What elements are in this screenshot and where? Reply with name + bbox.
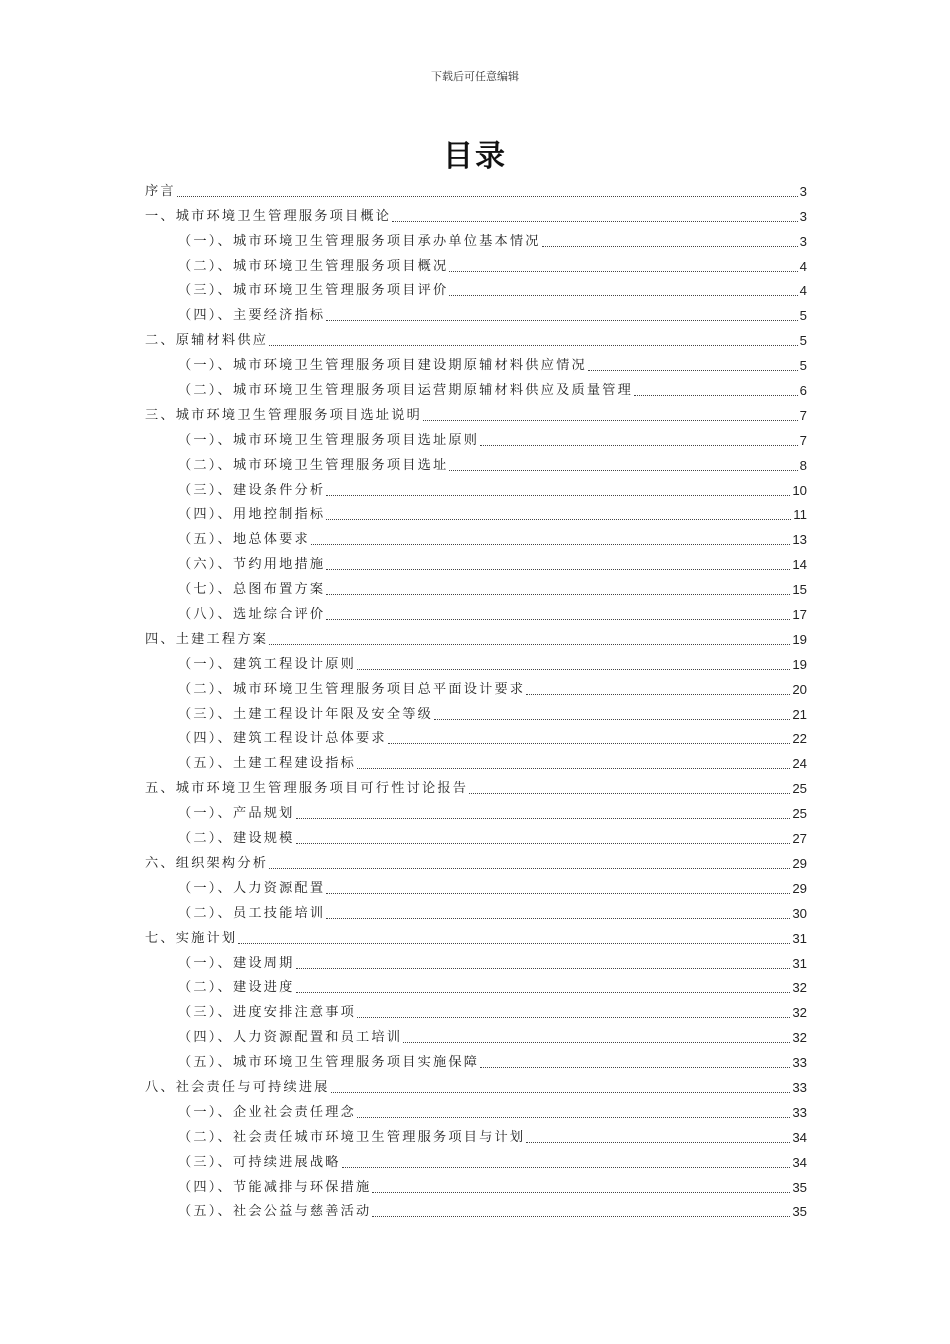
toc-entry[interactable] bbox=[145, 573, 807, 598]
page-header-note: 下载后可任意编辑 bbox=[431, 70, 519, 83]
toc-entry[interactable] bbox=[145, 872, 807, 897]
toc-entry-label: （五）、社会公益与慈善活动 bbox=[178, 1204, 372, 1220]
toc-dot-leader bbox=[296, 992, 791, 993]
toc-title: 目录 bbox=[443, 139, 507, 174]
toc-dot-leader bbox=[296, 968, 791, 969]
toc-dot-leader bbox=[342, 1167, 791, 1168]
toc-entry-label: （二）、建设进度 bbox=[178, 980, 295, 996]
toc-entry[interactable] bbox=[145, 747, 807, 772]
toc-entry-page: 31 bbox=[792, 955, 807, 971]
toc-dot-leader bbox=[388, 743, 791, 744]
toc-entry[interactable] bbox=[145, 772, 807, 797]
toc-entry-page: 34 bbox=[792, 1129, 807, 1145]
toc-entry-page: 33 bbox=[792, 1055, 807, 1071]
toc-entry-page: 21 bbox=[792, 706, 807, 722]
toc-dot-leader bbox=[357, 669, 790, 670]
toc-entry-label: 五、城市环境卫生管理服务项目可行性讨论报告 bbox=[145, 781, 469, 797]
toc-entry[interactable] bbox=[145, 324, 807, 349]
toc-entry-label: （四）、主要经济指标 bbox=[178, 308, 326, 324]
toc-dot-leader bbox=[326, 918, 790, 919]
toc-entry[interactable] bbox=[145, 598, 807, 623]
toc-dot-leader bbox=[372, 1192, 790, 1193]
toc-entry-page: 5 bbox=[799, 358, 807, 374]
toc-entry-page: 31 bbox=[792, 930, 807, 946]
toc-entry[interactable] bbox=[145, 250, 807, 275]
toc-entry[interactable] bbox=[145, 374, 807, 399]
toc-entry-label: （二）、城市环境卫生管理服务项目运营期原辅材料供应及质量管理 bbox=[178, 383, 634, 399]
toc-dot-leader bbox=[269, 868, 790, 869]
toc-entry-page: 19 bbox=[792, 631, 807, 647]
toc-entry-page: 19 bbox=[792, 656, 807, 672]
toc-entry[interactable] bbox=[145, 275, 807, 300]
toc-entry[interactable] bbox=[145, 698, 807, 723]
toc-entry-label: 六、组织架构分析 bbox=[145, 855, 269, 871]
toc-entry[interactable] bbox=[145, 1071, 807, 1096]
toc-entry-label: （一）、城市环境卫生管理服务项目承办单位基本情况 bbox=[178, 233, 541, 249]
toc-entry-page: 25 bbox=[792, 781, 807, 797]
toc-entry-page: 17 bbox=[792, 607, 807, 623]
toc-entry-page: 3 bbox=[799, 208, 807, 224]
toc-entry-label: （四）、节能减排与环保措施 bbox=[178, 1179, 372, 1195]
toc-entry-label: 序言 bbox=[145, 183, 176, 199]
toc-entry-label: （三）、进度安排注意事项 bbox=[178, 1005, 357, 1021]
toc-entry-page: 7 bbox=[799, 432, 807, 448]
toc-dot-leader bbox=[588, 370, 798, 371]
toc-entry-label: 三、城市环境卫生管理服务项目选址说明 bbox=[145, 407, 422, 423]
toc-entry-page: 14 bbox=[792, 557, 807, 573]
toc-entry-page: 33 bbox=[792, 1079, 807, 1095]
toc-entry[interactable] bbox=[145, 1196, 807, 1221]
toc-entry-label: （一）、企业社会责任理念 bbox=[178, 1104, 357, 1120]
toc-dot-leader bbox=[238, 943, 790, 944]
toc-entry-page: 3 bbox=[799, 233, 807, 249]
toc-entry-label: （三）、土建工程设计年限及安全等级 bbox=[178, 706, 433, 722]
toc-dot-leader bbox=[469, 793, 790, 794]
toc-dot-leader bbox=[634, 395, 798, 396]
toc-entry-page: 6 bbox=[799, 383, 807, 399]
toc-entry-page: 7 bbox=[799, 407, 807, 423]
toc-dot-leader bbox=[311, 544, 790, 545]
toc-entry-label: （二）、员工技能培训 bbox=[178, 905, 326, 921]
toc-dot-leader bbox=[480, 445, 798, 446]
toc-entry-page: 33 bbox=[792, 1104, 807, 1120]
toc-entry-page: 13 bbox=[792, 532, 807, 548]
toc-entry[interactable] bbox=[145, 424, 807, 449]
toc-entry-page: 30 bbox=[792, 905, 807, 921]
toc-dot-leader bbox=[392, 221, 797, 222]
toc-dot-leader bbox=[326, 519, 791, 520]
toc-dot-leader bbox=[357, 768, 790, 769]
toc-entry-page: 34 bbox=[792, 1154, 807, 1170]
toc-entry[interactable] bbox=[145, 1146, 807, 1171]
toc-entry-label: （一）、建筑工程设计原则 bbox=[178, 656, 357, 672]
toc-entry[interactable] bbox=[145, 648, 807, 673]
toc-entry[interactable] bbox=[145, 1096, 807, 1121]
toc-entry[interactable] bbox=[145, 922, 807, 947]
toc-dot-leader bbox=[372, 1216, 790, 1217]
toc-entry[interactable] bbox=[145, 897, 807, 922]
toc-entry-page: 25 bbox=[792, 806, 807, 822]
toc-entry[interactable] bbox=[145, 623, 807, 648]
toc-entry-label: 八、社会责任与可持续进展 bbox=[145, 1079, 330, 1095]
toc-entry-label: （一）、人力资源配置 bbox=[178, 880, 326, 896]
toc-entry-label: 七、实施计划 bbox=[145, 930, 238, 946]
toc-entry-label: （七）、总图布置方案 bbox=[178, 582, 326, 598]
toc-entry[interactable] bbox=[145, 449, 807, 474]
toc-dot-leader bbox=[542, 246, 798, 247]
toc-dot-leader bbox=[423, 420, 798, 421]
toc-entry-label: （二）、建设规模 bbox=[178, 831, 295, 847]
toc-entry[interactable] bbox=[145, 1046, 807, 1071]
toc-entry-label: （八）、选址综合评价 bbox=[178, 607, 326, 623]
toc-entry-label: （五）、城市环境卫生管理服务项目实施保障 bbox=[178, 1055, 480, 1071]
toc-entry-label: （五）、地总体要求 bbox=[178, 532, 310, 548]
toc-entry[interactable] bbox=[145, 972, 807, 997]
toc-entry-page: 27 bbox=[792, 831, 807, 847]
toc-dot-leader bbox=[326, 594, 790, 595]
toc-entry-label: （二）、城市环境卫生管理服务项目选址 bbox=[178, 457, 449, 473]
toc-dot-leader bbox=[480, 1067, 790, 1068]
toc-dot-leader bbox=[526, 694, 790, 695]
toc-entry-page: 5 bbox=[799, 308, 807, 324]
toc-entry-page: 8 bbox=[799, 457, 807, 473]
toc-entry-page: 15 bbox=[792, 582, 807, 598]
toc-entry-page: 24 bbox=[792, 756, 807, 772]
toc-dot-leader bbox=[326, 569, 790, 570]
toc-entry[interactable] bbox=[145, 474, 807, 499]
toc-dot-leader bbox=[449, 295, 797, 296]
toc-entry[interactable] bbox=[145, 822, 807, 847]
toc-entry-page: 10 bbox=[792, 482, 807, 498]
toc-entry-page: 5 bbox=[799, 333, 807, 349]
toc-dot-leader bbox=[296, 843, 791, 844]
toc-entry-page: 22 bbox=[792, 731, 807, 747]
toc-entry[interactable] bbox=[145, 399, 807, 424]
toc-dot-leader bbox=[526, 1142, 790, 1143]
toc-entry-label: （二）、社会责任城市环境卫生管理服务项目与计划 bbox=[178, 1129, 526, 1145]
toc-entry-page: 35 bbox=[792, 1179, 807, 1195]
toc-entry-label: 一、城市环境卫生管理服务项目概论 bbox=[145, 208, 392, 224]
toc-entry[interactable] bbox=[145, 947, 807, 972]
toc-dot-leader bbox=[434, 719, 790, 720]
toc-dot-leader bbox=[326, 495, 790, 496]
toc-entry-label: 二、原辅材料供应 bbox=[145, 333, 269, 349]
toc-entry[interactable] bbox=[145, 349, 807, 374]
toc-entry-label: （四）、人力资源配置和员工培训 bbox=[178, 1030, 403, 1046]
toc-entry-page: 29 bbox=[792, 880, 807, 896]
toc-entry[interactable] bbox=[145, 523, 807, 548]
toc-entry-label: （一）、产品规划 bbox=[178, 806, 295, 822]
toc-entry[interactable] bbox=[145, 996, 807, 1021]
toc-entry-label: （四）、建筑工程设计总体要求 bbox=[178, 731, 387, 747]
toc-entry-label: （四）、用地控制指标 bbox=[178, 507, 326, 523]
toc-entry[interactable] bbox=[145, 847, 807, 872]
toc-dot-leader bbox=[403, 1042, 790, 1043]
toc-entry-label: （二）、城市环境卫生管理服务项目总平面设计要求 bbox=[178, 681, 526, 697]
toc-entry-page: 29 bbox=[792, 855, 807, 871]
toc-entry-label: （三）、城市环境卫生管理服务项目评价 bbox=[178, 283, 449, 299]
toc-dot-leader bbox=[269, 345, 798, 346]
toc-entry[interactable] bbox=[145, 548, 807, 573]
toc-entry-label: （一）、建设周期 bbox=[178, 955, 295, 971]
toc-entry[interactable] bbox=[145, 723, 807, 748]
toc-entry-page: 20 bbox=[792, 681, 807, 697]
toc-dot-leader bbox=[177, 196, 798, 197]
toc-entry[interactable] bbox=[145, 499, 807, 524]
toc-entry-label: （二）、城市环境卫生管理服务项目概况 bbox=[178, 258, 449, 274]
toc-entry-page: 35 bbox=[792, 1204, 807, 1220]
toc-entry[interactable] bbox=[145, 673, 807, 698]
toc-entry[interactable] bbox=[145, 299, 807, 324]
toc-dot-leader bbox=[326, 893, 790, 894]
toc-entry-page: 4 bbox=[799, 258, 807, 274]
toc-dot-leader bbox=[326, 320, 797, 321]
toc-entry[interactable] bbox=[145, 1121, 807, 1146]
toc-entry-page: 11 bbox=[793, 507, 807, 523]
toc-dot-leader bbox=[331, 1092, 791, 1093]
toc-entry-label: （三）、可持续进展战略 bbox=[178, 1154, 341, 1170]
toc-entry-label: （六）、节约用地措施 bbox=[178, 557, 326, 573]
toc-entry-page: 3 bbox=[799, 183, 807, 199]
toc-entry-label: （一）、城市环境卫生管理服务项目选址原则 bbox=[178, 432, 480, 448]
toc-entry-page: 32 bbox=[792, 980, 807, 996]
table-of-contents bbox=[145, 175, 807, 1220]
toc-dot-leader bbox=[326, 619, 790, 620]
toc-entry-label: （五）、土建工程建设指标 bbox=[178, 756, 357, 772]
toc-entry[interactable] bbox=[145, 1021, 807, 1046]
toc-entry-label: 四、土建工程方案 bbox=[145, 631, 269, 647]
toc-dot-leader bbox=[357, 1117, 790, 1118]
toc-entry[interactable] bbox=[145, 225, 807, 250]
toc-entry-page: 32 bbox=[792, 1005, 807, 1021]
toc-dot-leader bbox=[449, 271, 797, 272]
toc-entry[interactable] bbox=[145, 200, 807, 225]
toc-dot-leader bbox=[449, 470, 797, 471]
toc-entry[interactable] bbox=[145, 1171, 807, 1196]
toc-dot-leader bbox=[296, 818, 791, 819]
toc-entry-page: 4 bbox=[799, 283, 807, 299]
toc-entry-label: （三）、建设条件分析 bbox=[178, 482, 326, 498]
toc-dot-leader bbox=[357, 1017, 790, 1018]
toc-dot-leader bbox=[269, 644, 790, 645]
toc-entry[interactable] bbox=[145, 175, 807, 200]
toc-entry[interactable] bbox=[145, 797, 807, 822]
toc-entry-page: 32 bbox=[792, 1030, 807, 1046]
toc-entry-label: （一）、城市环境卫生管理服务项目建设期原辅材料供应情况 bbox=[178, 358, 587, 374]
